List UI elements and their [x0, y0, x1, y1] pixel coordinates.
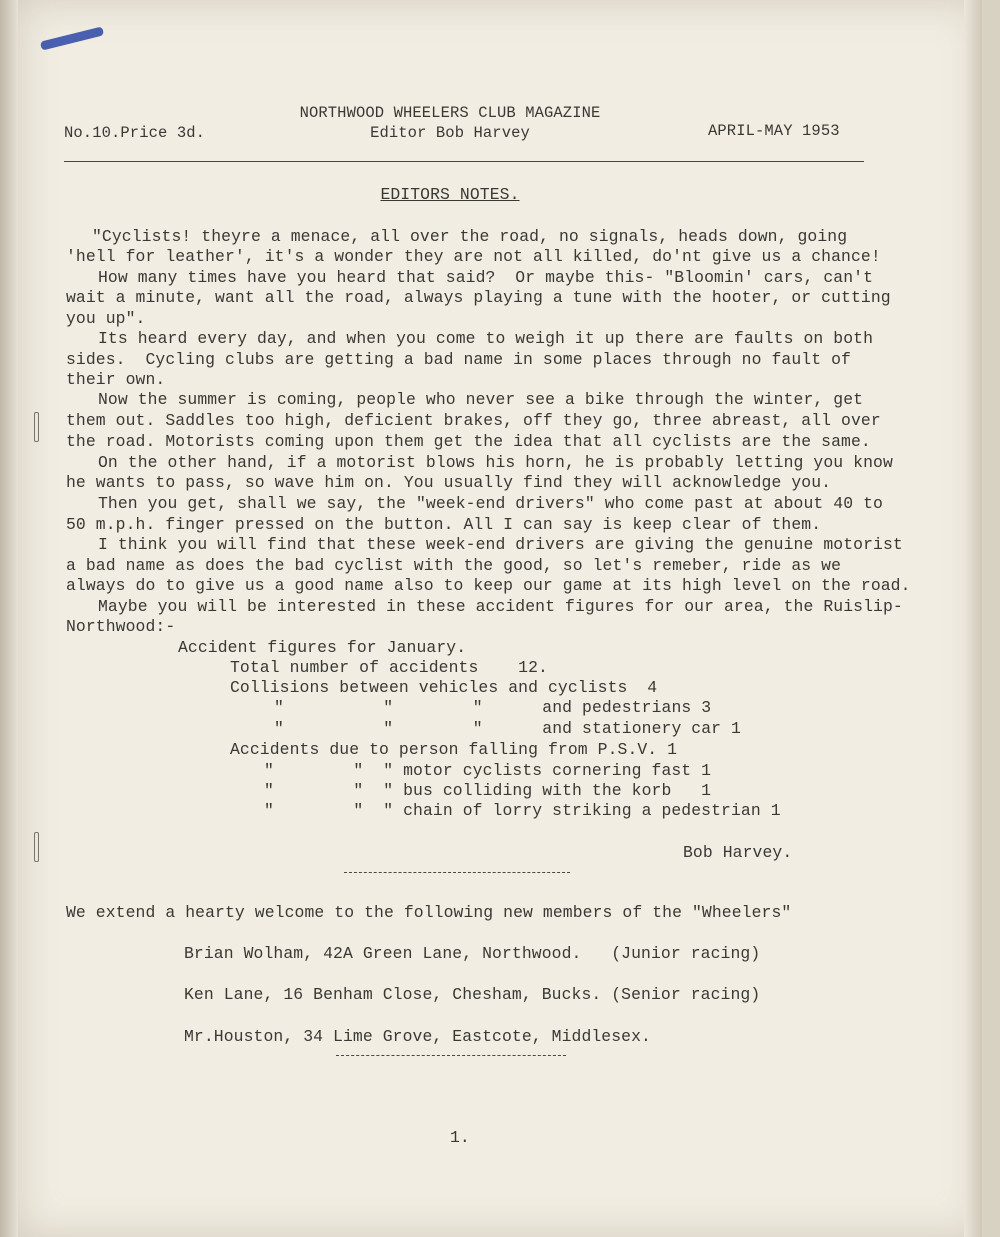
welcome-intro: We extend a hearty welcome to the following new members of the "Wheelers" — [66, 903, 792, 922]
page-number: 1. — [450, 1128, 470, 1147]
staple-bottom — [34, 832, 39, 862]
figure-line: " " " motor cyclists cornering fast 1 — [264, 761, 712, 780]
section-divider — [344, 872, 570, 873]
left-binding-edge — [0, 0, 18, 1237]
figure-line: Total number of accidents 12. — [230, 658, 548, 677]
notes-line: Then you get, shall we say, the "week-end drivers" who come past at about 40 to — [98, 494, 883, 513]
staple-top — [34, 412, 39, 442]
notes-line: Its heard every day, and when you come to weigh it up there are faults on both — [98, 329, 874, 348]
member-entry: Brian Wolham, 42A Green Lane, Northwood. (Junior racing) — [184, 944, 761, 963]
editor-line: Editor Bob Harvey — [370, 124, 530, 142]
notes-line: Northwood:- — [66, 617, 176, 636]
notes-line: How many times have you heard that said? Or maybe this- "Bloomin' cars, can't — [98, 268, 874, 287]
notes-line: wait a minute, want all the road, always playing a tune with the hooter, or cutting — [66, 288, 891, 307]
notes-line: On the other hand, if a motorist blows his horn, he is probably letting you know — [98, 453, 893, 472]
notes-line: always do to give us a good name also to keep our game at its high level on the road. — [66, 576, 911, 595]
magazine-page — [18, 0, 982, 1237]
header-rule — [64, 161, 864, 162]
end-divider — [336, 1055, 566, 1056]
notes-line: he wants to pass, so wave him on. You usually find they will acknowledge you. — [66, 473, 832, 492]
figure-line: " " " chain of lorry striking a pedestrian 1 — [264, 801, 781, 820]
figure-line: " " " bus colliding with the korb 1 — [264, 781, 712, 800]
notes-line: Now the summer is coming, people who never see a bike through the winter, get — [98, 390, 864, 409]
notes-line: a bad name as does the bad cyclist with the good, so let's remeber, ride as we — [66, 556, 842, 575]
notes-line: sides. Cycling clubs are getting a bad name in some places through no fault of — [66, 350, 851, 369]
right-page-edge — [964, 0, 982, 1237]
notes-line: their own. — [66, 370, 166, 389]
issue-date: APRIL-MAY 1953 — [708, 122, 840, 140]
notes-line: Maybe you will be interested in these accident figures for our area, the Ruislip- — [98, 597, 903, 616]
issue-price: No.10.Price 3d. — [64, 124, 206, 142]
notes-line: them out. Saddles too high, deficient brakes, off they go, three abreast, all over — [66, 411, 881, 430]
figure-line: Accidents due to person falling from P.S.V. 1 — [230, 740, 678, 759]
signature: Bob Harvey. — [683, 843, 793, 862]
notes-line: you up". — [66, 309, 146, 328]
notes-line: I think you will find that these week-end drivers are giving the genuine motorist — [98, 535, 903, 554]
figure-line: " " " and stationery car 1 — [274, 719, 741, 738]
notes-heading: EDITORS NOTES. — [380, 185, 520, 204]
figures-title: Accident figures for January. — [178, 638, 467, 657]
member-entry: Mr.Houston, 34 Lime Grove, Eastcote, Middlesex. — [184, 1027, 651, 1046]
pen-mark — [40, 26, 104, 50]
notes-line: the road. Motorists coming upon them get the idea that all cyclists are the same. — [66, 432, 871, 451]
figure-line: Collisions between vehicles and cyclists 4 — [230, 678, 658, 697]
notes-line: 'hell for leather', it's a wonder they are not all killed, do'nt give us a chance! — [66, 247, 881, 266]
figure-line: " " " and pedestrians 3 — [274, 698, 712, 717]
member-entry: Ken Lane, 16 Benham Close, Chesham, Bucks. (Senior racing) — [184, 985, 761, 1004]
magazine-title: NORTHWOOD WHEELERS CLUB MAGAZINE — [299, 104, 601, 122]
notes-line: "Cyclists! theyre a menace, all over the road, no signals, heads down, going — [92, 227, 848, 246]
notes-line: 50 m.p.h. finger pressed on the button. All I can say is keep clear of them. — [66, 515, 822, 534]
